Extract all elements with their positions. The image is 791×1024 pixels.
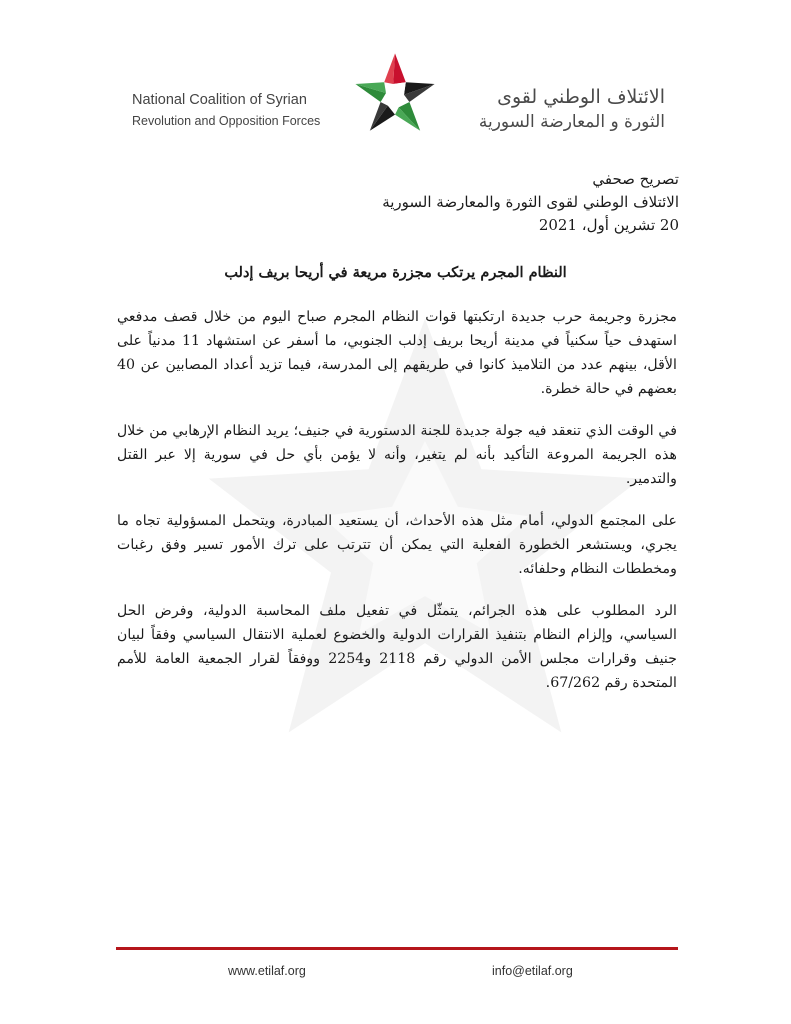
- press-release-meta: [279, 168, 679, 237]
- org-name-en-line1: National Coalition of Syrian: [132, 92, 307, 108]
- footer-email-link[interactable]: info@etilaf.org: [492, 964, 573, 978]
- paragraph-3: على المجتمع الدولي، أمام مثل هذه الأحداث، أن يستعيد المبادرة، ويتحمل المسؤولية تجاه ما يجري، ويستشعر الخطورة الفعلية التي يمكن أن تترتب على ترك الأمور تسير وفق رغبات ومخططات النظام وحلفائه.: [117, 513, 677, 577]
- document-date: 20 تشرين أول، 2021: [538, 216, 679, 234]
- footer-divider: [116, 947, 678, 950]
- star-logo-icon: [350, 48, 440, 138]
- paragraph-2: في الوقت الذي تنعقد فيه جولة جديدة للجنة الدستورية في جنيف؛ يريد النظام الإرهابي من خلال هذه الجريمة المروعة التأكيد بأنه لم يتغير، وأنه لا يؤمن بأي حل في سورية إلا عبر القتل والتدمير.: [117, 423, 677, 487]
- footer-website-link[interactable]: www.etilaf.org: [228, 964, 306, 978]
- org-name-english: [132, 90, 347, 132]
- paragraph-1: مجزرة وجريمة حرب جديدة ارتكبتها قوات النظام المجرم صباح اليوم من خلال قصف مدفعي استهدف حياً سكنياً في مدينة أريحا بريف إدلب الجنوبي، ما أسفر عن استشهاد 11 مدنياً على الأقل، بينهم عدد من التلاميذ كانوا في طريقهم إلى المدرسة، فيما تزيد أعداد المصابين عن 40 بعضهم في حالة خطرة.: [117, 309, 677, 397]
- paragraph-4: الرد المطلوب على هذه الجرائم، يتمثّل في تفعيل ملف المحاسبة الدولية، وفرض الحل السياسي، وإلزام النظام بتنفيذ القرارات الدولية والخضوع لعملية الانتقال السياسي وفقاً لبيان جنيف وقرارات مجلس الأمن الدولي رقم 2118 و2254 ووفقاً لقرار الجمعية العامة للأمم المتحدة رقم 67/262.: [117, 603, 677, 691]
- org-name-en-line2: Revolution and Opposition Forces: [132, 114, 321, 128]
- page-title: النظام المجرم يرتكب مجزرة مريعة في أريحا بريف إدلب: [224, 264, 567, 281]
- document-source: الائتلاف الوطني لقوى الثورة والمعارضة السورية: [382, 193, 679, 211]
- document-type: تصريح صحفي: [592, 170, 679, 188]
- org-name-ar-line2: الثورة و المعارضة السورية: [478, 112, 665, 132]
- org-name-ar-line1: الائتلاف الوطني لقوى: [497, 86, 665, 108]
- document-body: [117, 305, 677, 713]
- org-name-arabic: [445, 84, 665, 134]
